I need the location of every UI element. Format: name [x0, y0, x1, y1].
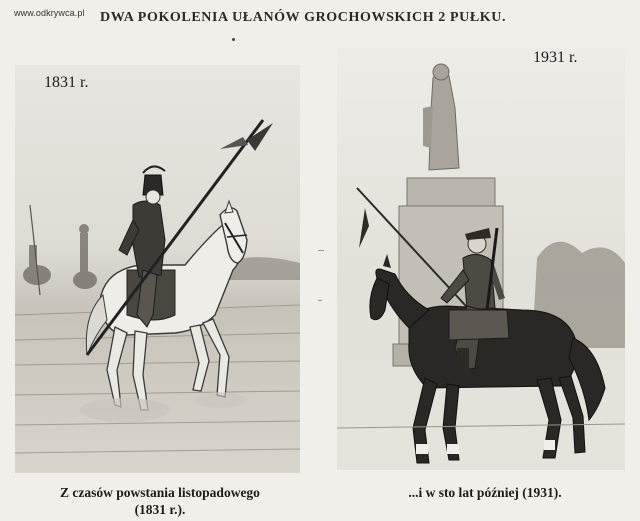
- watermark-text: www.odkrywca.pl: [14, 8, 85, 18]
- caption-1831-line2: (1831 r.).: [134, 502, 186, 517]
- illustration-1931-uhlan: [337, 48, 625, 470]
- decorative-dot: [232, 38, 235, 41]
- page-title: DWA POKOLENIA UŁANÓW GROCHOWSKICH 2 PUŁKU.: [100, 10, 507, 25]
- year-label-1831: 1831 r.: [44, 74, 89, 91]
- margin-mark: [318, 250, 324, 251]
- illustration-1931-drawing: [337, 48, 625, 470]
- caption-1831: [15, 484, 305, 518]
- illustration-1831-drawing: [15, 65, 300, 473]
- margin-mark: [318, 300, 322, 301]
- illustration-1831-uhlan: [15, 65, 300, 473]
- year-label-1931: 1931 r.: [533, 49, 578, 66]
- caption-1931-line1: ...i w sto lat później (1931).: [408, 485, 562, 500]
- caption-1931: [360, 484, 610, 501]
- caption-1831-line1: Z czasów powstania listopadowego: [60, 485, 260, 500]
